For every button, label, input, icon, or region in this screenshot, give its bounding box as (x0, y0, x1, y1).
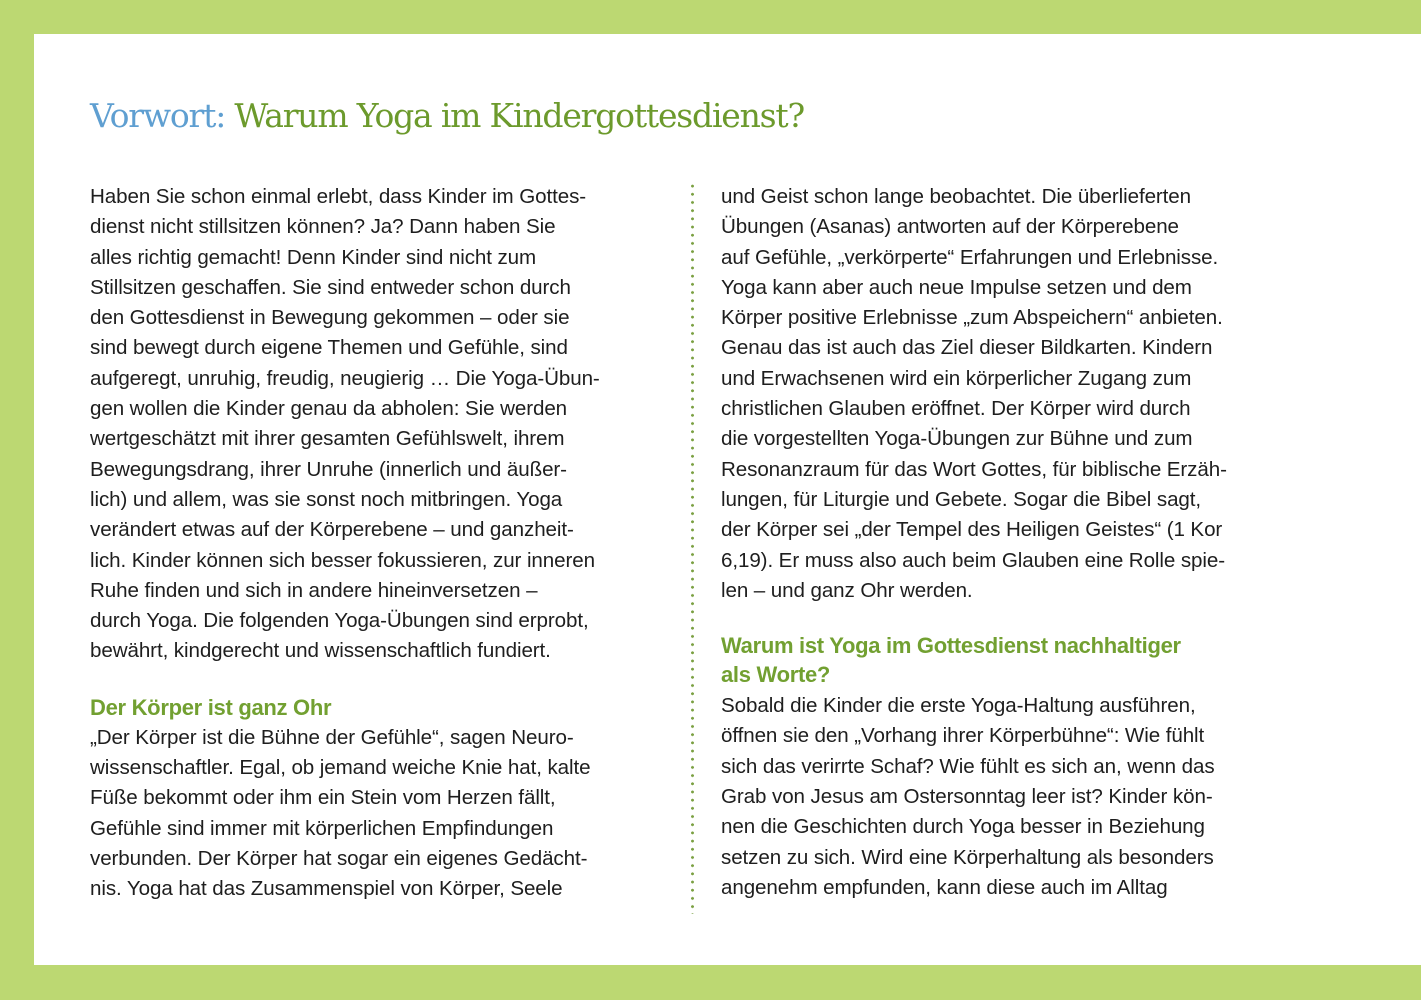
text-line: „Der Körper ist die Bühne der Gefühle“, sagen Neuro- (90, 725, 574, 749)
dotted-column-divider (691, 182, 694, 914)
text-line: Genau das ist auch das Ziel dieser Bildkarten. Kindern (721, 336, 1213, 360)
page-sheet (34, 34, 1421, 965)
text-line: öffnen sie den „Vorhang ihrer Körperbühne“: Wie fühlt (721, 724, 1205, 748)
continued-paragraph (721, 182, 1321, 606)
text-line: bewährt, kindgerecht und wissenschaftlich fundiert. (90, 639, 551, 663)
text-line: Bewegungsdrang, ihrer Unruhe (innerlich und äußer- (90, 457, 567, 481)
text-line: Gefühle sind immer mit körperlichen Empfindungen (90, 816, 554, 840)
text-line: den Gottesdienst in Bewegung gekommen – oder sie (90, 306, 570, 330)
text-line: gen wollen die Kinder genau da abholen: Sie werden (90, 397, 568, 421)
koerper-paragraph (90, 723, 690, 905)
intro-paragraph (90, 182, 690, 667)
text-line: lich. Kinder können sich besser fokussieren, zur inneren (90, 548, 595, 572)
text-line: aufgeregt, unruhig, freudig, neugierig … Die Yoga-Übun- (90, 366, 600, 390)
section-heading-koerper: Der Körper ist ganz Ohr (90, 694, 332, 720)
text-line: Stillsitzen geschaffen. Sie sind entweder schon durch (90, 275, 571, 299)
text-line: Ruhe finden und sich in andere hineinversetzen – (90, 578, 538, 602)
title-prefix: Vorwort: (90, 96, 235, 135)
text-line: christlichen Glauben eröffnet. Der Körper wird durch (721, 397, 1191, 421)
text-line: dienst nicht stillsitzen können? Ja? Dann haben Sie (90, 215, 556, 239)
text-line: 6,19). Er muss also auch beim Glauben eine Rolle spie- (721, 548, 1225, 572)
text-line: nen die Geschichten durch Yoga besser in Beziehung (721, 815, 1205, 839)
text-line: verbunden. Der Körper hat sogar ein eigenes Gedächt- (90, 846, 588, 870)
text-line: Grab von Jesus am Ostersonntag leer ist? Kinder kön- (721, 785, 1213, 809)
left-column (90, 182, 690, 905)
page-title (90, 96, 804, 136)
text-line: Haben Sie schon einmal erlebt, dass Kinder im Gottes- (90, 185, 587, 208)
text-line: Resonanzraum für das Wort Gottes, für biblische Erzäh- (721, 457, 1227, 481)
text-line: len – und ganz Ohr werden. (721, 578, 973, 602)
text-line: lungen, für Liturgie und Gebete. Sogar die Bibel sagt, (721, 487, 1202, 511)
text-line: Füße bekommt oder ihm ein Stein vom Herzen fällt, (90, 786, 556, 810)
heading-line: Warum ist Yoga im Gottesdienst nachhaltiger (721, 633, 1181, 659)
text-line: Sobald die Kinder die erste Yoga-Haltung ausführen, (721, 694, 1196, 718)
text-line: durch Yoga. Die folgenden Yoga-Übungen sind erprobt, (90, 609, 589, 633)
text-line: Körper positive Erlebnisse „zum Abspeichern“ anbieten. (721, 306, 1223, 330)
text-line: der Körper sei „der Tempel des Heiligen Geistes“ (1 Kor (721, 518, 1223, 542)
text-line: sind bewegt durch eigene Themen und Gefühle, sind (90, 336, 568, 360)
nachhaltiger-paragraph (721, 691, 1321, 903)
title-main: Warum Yoga im Kindergottesdienst? (234, 96, 804, 135)
text-line: und Erwachsenen wird ein körperlicher Zugang zum (721, 366, 1192, 390)
text-line: angenehm empfunden, kann diese auch im Alltag (721, 875, 1168, 899)
text-line: die vorgestellten Yoga-Übungen zur Bühne und zum (721, 427, 1193, 451)
section-heading-nachhaltiger (721, 631, 1321, 689)
text-line: auf Gefühle, „verkörperte“ Erfahrungen und Erlebnisse. (721, 245, 1219, 269)
text-line: verändert etwas auf der Körperebene – und ganzheit- (90, 518, 574, 542)
heading-line: als Worte? (721, 662, 831, 688)
right-column (721, 182, 1321, 903)
text-line: nis. Yoga hat das Zusammenspiel von Körper, Seele (90, 877, 563, 901)
text-line: wissenschaftler. Egal, ob jemand weiche Knie hat, kalte (90, 756, 591, 780)
text-line: wertgeschätzt mit ihrer gesamten Gefühlswelt, ihrem (90, 427, 565, 451)
text-line: lich) und allem, was sie sonst noch mitbringen. Yoga (90, 487, 563, 511)
text-line: und Geist schon lange beobachtet. Die überlieferten (721, 185, 1192, 208)
text-line: alles richtig gemacht! Denn Kinder sind nicht zum (90, 245, 537, 269)
text-line: Übungen (Asanas) antworten auf der Körperebene (721, 215, 1179, 239)
text-line: Yoga kann aber auch neue Impulse setzen und dem (721, 275, 1192, 299)
text-line: setzen zu sich. Wird eine Körperhaltung als besonders (721, 845, 1214, 869)
text-line: sich das verirrte Schaf? Wie fühlt es sich an, wenn das (721, 754, 1215, 778)
